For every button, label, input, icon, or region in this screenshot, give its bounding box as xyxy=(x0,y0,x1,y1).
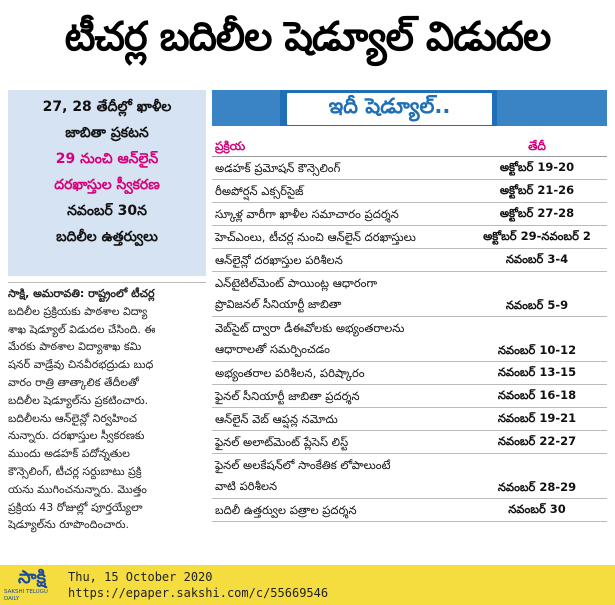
schedule-process-line: ఆన్‌లైన్ వెబ్ ఆప్షన్ల నమోదు xyxy=(215,411,338,426)
column-header-process: ప్రక్రియ xyxy=(215,138,246,153)
story-line: కౌన్సెలింగ్, టీచర్ల సర్దుబాటు ప్రక్రి xyxy=(8,464,142,478)
story-line: యను ముగించనున్నారు. మొత్తం xyxy=(8,482,147,496)
schedule-process xyxy=(212,158,467,179)
schedule-process-line: ఫైనల్ సీనియార్టీ జాబితా ప్రదర్శన xyxy=(215,388,360,403)
schedule-row xyxy=(212,180,607,203)
schedule-process-line: ఆన్‌లైన్లో దరఖాస్తుల పరిశీలన xyxy=(215,252,343,267)
highlight-line: జాబితా ప్రకటన xyxy=(65,125,149,141)
schedule-date: నవంబర్ 19-21 xyxy=(497,410,577,425)
schedule-process xyxy=(212,181,467,202)
schedule-date: నవంబర్ 13-15 xyxy=(497,364,577,379)
schedule-process-line: అభ్యంతరాల పరిశీలన, పరిష్కారం xyxy=(215,365,365,380)
schedule-row xyxy=(212,362,607,385)
schedule-date: నవంబర్ 30 xyxy=(508,501,566,516)
logo-mark: సాక్షి xyxy=(18,567,46,588)
epaper-link[interactable]: https://epaper.sakshi.com/c/55669546 xyxy=(68,586,329,600)
schedule-date: అక్టోబర్ 29-నవంబర్ 2 xyxy=(483,228,591,243)
schedule-process xyxy=(212,409,467,430)
schedule-process-line: వాటి పరిశీలన xyxy=(215,479,278,493)
story-line: వారం రాత్రి తాత్కాలిక తేదీలతో xyxy=(8,375,139,389)
schedule-row xyxy=(212,203,607,226)
schedule-process-line: స్కూళ్ల వారీగా ఖాళీల సమాచారం ప్రదర్శన xyxy=(215,206,399,221)
story-body xyxy=(8,282,206,555)
schedule-process-line: వెబ్‌సైట్ ద్వారా డీఈవోలకు అభ్యంతరాలను xyxy=(215,321,405,335)
highlight-line: 27, 28 తేదీల్లో ఖాళీల xyxy=(42,99,172,115)
highlight-line: బదిలీల ఉత్తర్వులు xyxy=(56,229,158,245)
schedule-process xyxy=(212,250,467,271)
schedule-process-line: బదిలీ ఉత్తర్వుల పత్రాల ప్రదర్శన xyxy=(215,502,357,517)
schedule-date: నవంబర్ 5-9 xyxy=(505,298,569,312)
schedule-row xyxy=(212,408,607,431)
schedule-row xyxy=(212,499,607,522)
schedule-date: అక్టోబర్ 19-20 xyxy=(499,159,575,174)
table-title-banner xyxy=(212,90,607,126)
schedule-header xyxy=(212,138,607,157)
story-line: బదిలీలను ఆన్‌లైన్లో నిర్వహించ xyxy=(8,411,138,425)
story-line: శాఖ షెడ్యూల్ విడుదల చేసింది. ఈ xyxy=(8,322,156,336)
story-line: ముందు అడహక్ పదోన్నతుల xyxy=(8,447,130,461)
highlight-line: 29 నుంచి ఆన్‌లైన్ xyxy=(55,151,159,167)
column-header-date: తేదీ xyxy=(528,138,546,153)
schedule-process xyxy=(212,363,467,384)
schedule-process-line: ఆధారాలతో సమర్పించడం xyxy=(215,342,330,356)
schedule-row xyxy=(212,317,607,362)
schedule-row xyxy=(212,249,607,272)
story-line: సాక్షి, అమరావతి: రాష్ట్రంలో టీచర్ల xyxy=(8,287,155,300)
highlight-line: దరఖాస్తుల స్వీకరణ xyxy=(54,177,160,193)
highlight-line: నవంబర్ 30న xyxy=(67,203,147,219)
headline: టీచర్ల బదిలీల షెడ్యూల్ విడుదల xyxy=(64,14,551,60)
schedule-process-line: ఫైనల్ అలకేషన్‌లో సాంకేతిక లోపాలుంటే xyxy=(215,458,391,472)
story-line: షెడ్యూల్‌ను రూపొందించారు. xyxy=(8,518,130,532)
schedule-process xyxy=(212,500,467,521)
schedule-row xyxy=(212,226,607,249)
schedule-row xyxy=(212,272,607,317)
story-line: ప్రక్రియ 43 రోజుల్లో పూర్తయ్యేలా xyxy=(8,500,143,514)
schedule-row xyxy=(212,431,607,454)
schedule-process xyxy=(212,386,467,407)
footer-bar xyxy=(0,565,615,605)
story-line: నున్నారు. దరఖాస్తుల స్వీకరణకు xyxy=(8,429,145,443)
schedule-process xyxy=(212,318,467,360)
schedule-date: నవంబర్ 22-27 xyxy=(497,433,577,448)
sakshi-logo xyxy=(4,567,60,603)
schedule-process-line: అడహక్ ప్రమోషన్ కౌన్సెలింగ్ xyxy=(215,160,341,175)
schedule-process-line: రీఅపోర్షన్ ఎక్సర్‌సైజ్ xyxy=(215,183,304,198)
schedule-table xyxy=(212,138,607,522)
schedule-process xyxy=(212,204,467,225)
table-title: ఇదీ షెడ్యూల్.. xyxy=(286,92,493,126)
schedule-process-line: ఎన్‌టైటిల్‌మెంట్ పాయింట్ల ఆధారంగా xyxy=(215,276,378,290)
schedule-process xyxy=(212,273,467,315)
schedule-process xyxy=(212,455,467,497)
schedule-date: అక్టోబర్ 21-26 xyxy=(499,182,575,197)
schedule-date: అక్టోబర్ 27-28 xyxy=(499,205,575,220)
schedule-row xyxy=(212,157,607,180)
schedule-process xyxy=(212,432,467,453)
schedule-date: నవంబర్ 16-18 xyxy=(497,387,577,402)
schedule-process-line: ఫైనల్ అలాట్‌మెంట్ ప్లేసెస్ లిస్ట్ xyxy=(215,434,349,449)
publish-date: Thu, 15 October 2020 xyxy=(68,570,213,584)
schedule-date: నవంబర్ 28-29 xyxy=(497,480,577,494)
schedule-row xyxy=(212,454,607,499)
schedule-process xyxy=(212,227,467,248)
schedule-date: నవంబర్ 10-12 xyxy=(497,343,577,357)
schedule-process-line: ప్రొవిజనల్ సీనియార్టీ జాబితా xyxy=(215,297,342,311)
story-line: బదిలీల షెడ్యూల్‌ను ప్రకటించారు. xyxy=(8,393,149,407)
logo-tagline: SAKSHI TELUGU DAILY xyxy=(4,589,48,602)
schedule-row xyxy=(212,385,607,408)
story-line: మేరకు పాఠశాల విద్యాశాఖ కమి xyxy=(8,340,142,354)
story-line: బదిలీల ప్రక్రియకు పాఠశాల విద్యా xyxy=(8,304,148,318)
schedule-process-line: హెచ్‌ఎంలు, టీచర్ల నుంచి ఆన్‌లైన్ దరఖాస్తులు xyxy=(215,229,416,244)
highlight-box xyxy=(8,90,206,276)
story-line: షనర్ వాడ్రేవు చినవీరభద్రుడు బుధ xyxy=(8,358,154,372)
schedule-date: నవంబర్ 3-4 xyxy=(505,251,569,266)
